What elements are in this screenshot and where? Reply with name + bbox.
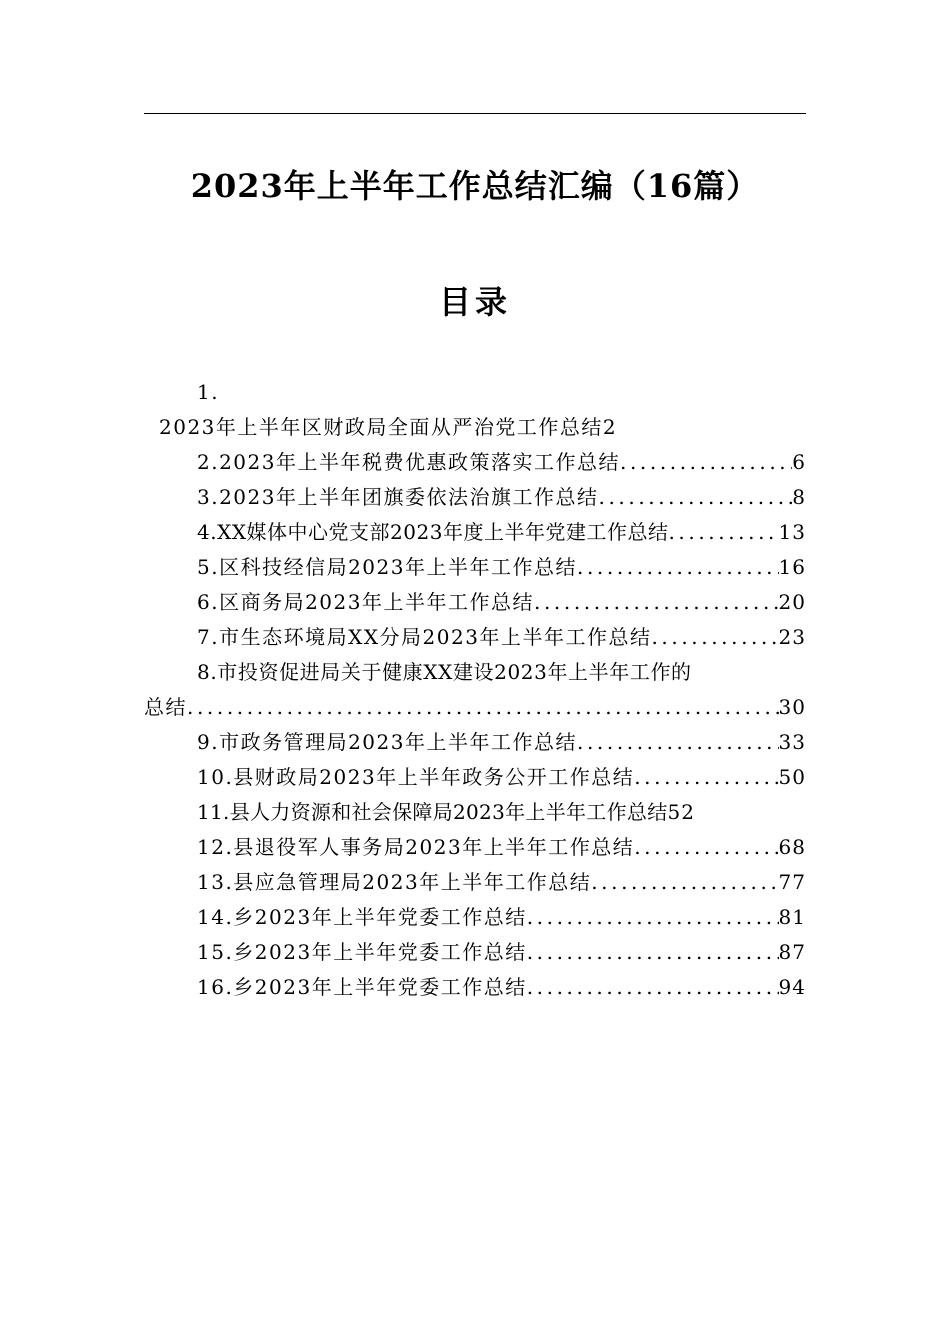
toc-item-text: 9.市政务管理局2023年上半年工作总结	[197, 730, 577, 754]
header-rule	[144, 113, 806, 114]
toc-page-number: 8	[792, 485, 806, 509]
toc-leader-dots	[527, 971, 779, 1003]
toc-page-number: 23	[778, 625, 806, 649]
toc-item-10[interactable]	[197, 761, 806, 793]
toc-page-number: 6	[792, 450, 806, 474]
toc-leader-dots	[620, 446, 792, 478]
toc-item-text: 16.乡2023年上半年党委工作总结	[197, 975, 527, 999]
toc-leader-dots	[634, 831, 778, 863]
toc-item-text: 15.乡2023年上半年党委工作总结	[197, 940, 527, 964]
toc-page-number: 77	[778, 870, 806, 894]
toc-item-11[interactable]	[197, 796, 806, 828]
toc-item-3[interactable]	[197, 481, 806, 513]
toc-item-4[interactable]	[197, 516, 806, 548]
toc-item-7[interactable]	[197, 621, 806, 653]
toc-item-text: 总结	[144, 695, 187, 719]
toc-page-number: 13	[778, 520, 806, 544]
toc-item-14[interactable]	[197, 901, 806, 933]
toc-item-text: 12.县退役军人事务局2023年上半年工作总结	[197, 835, 635, 859]
toc-leader-dots	[527, 936, 779, 968]
toc-page-number: 50	[778, 765, 806, 789]
toc-item-15[interactable]	[197, 936, 806, 968]
toc-item-text: 4.XX媒体中心党支部2023年度上半年党建工作总结	[197, 520, 669, 544]
toc-leader-dots	[577, 726, 779, 758]
toc-page-number: 33	[778, 730, 806, 754]
toc-leader-dots	[668, 516, 778, 548]
toc-item-text: 8.市投资促进局关于健康XX建设2023年上半年工作的	[197, 660, 692, 684]
toc-item-number: 1.	[197, 380, 220, 404]
toc-item-2[interactable]	[197, 446, 806, 478]
toc-page-number: 87	[778, 940, 806, 964]
toc-heading: 目录	[438, 283, 511, 321]
toc-item-8-line-2[interactable]	[144, 691, 806, 723]
toc-item-9[interactable]	[197, 726, 806, 758]
toc-item-12[interactable]	[197, 831, 806, 863]
toc-leader-dots	[577, 551, 779, 583]
toc-page-number: 16	[778, 555, 806, 579]
toc-leader-dots	[634, 761, 778, 793]
toc-item-text: 10.县财政局2023年上半年政务公开工作总结	[197, 765, 635, 789]
toc-item-text: 2.2023年上半年税费优惠政策落实工作总结	[197, 450, 620, 474]
toc-item-text: 3.2023年上半年团旗委依法治旗工作总结	[197, 485, 599, 509]
toc-leader-dots	[187, 691, 779, 723]
toc-item-16[interactable]	[197, 971, 806, 1003]
toc-page-number: 20	[778, 590, 806, 614]
toc-page-number: 81	[778, 905, 806, 929]
toc-item-text: 2023年上半年区财政局全面从严治党工作总结2	[159, 415, 618, 439]
toc-item-13[interactable]	[197, 866, 806, 898]
toc-item-text: 6.区商务局2023年上半年工作总结	[197, 590, 534, 614]
toc-item-5[interactable]	[197, 551, 806, 583]
toc-item-1[interactable]	[159, 411, 759, 443]
toc-item-text: 7.市生态环境局XX分局2023年上半年工作总结	[197, 625, 652, 649]
toc-leader-dots	[527, 901, 779, 933]
toc-leader-dots	[651, 621, 778, 653]
toc-leader-dots	[534, 586, 779, 618]
toc-page-number: 52	[667, 800, 695, 824]
toc-item-8-line-1[interactable]	[197, 656, 806, 688]
toc-item-text: 11.县人力资源和社会保障局2023年上半年工作总结	[197, 800, 668, 824]
toc-leader-dots	[598, 481, 792, 513]
toc-item-text: 5.区科技经信局2023年上半年工作总结	[197, 555, 577, 579]
toc-item-1-number[interactable]	[197, 376, 597, 408]
toc-item-text: 14.乡2023年上半年党委工作总结	[197, 905, 527, 929]
toc-page-number: 68	[778, 835, 806, 859]
toc-item-6[interactable]	[197, 586, 806, 618]
toc-item-text: 13.县应急管理局2023年上半年工作总结	[197, 870, 592, 894]
document-title: 2023年上半年工作总结汇编（16篇）	[190, 167, 760, 205]
toc-page-number: 94	[778, 975, 806, 999]
toc-leader-dots	[591, 866, 778, 898]
toc-page-number: 30	[778, 695, 806, 719]
